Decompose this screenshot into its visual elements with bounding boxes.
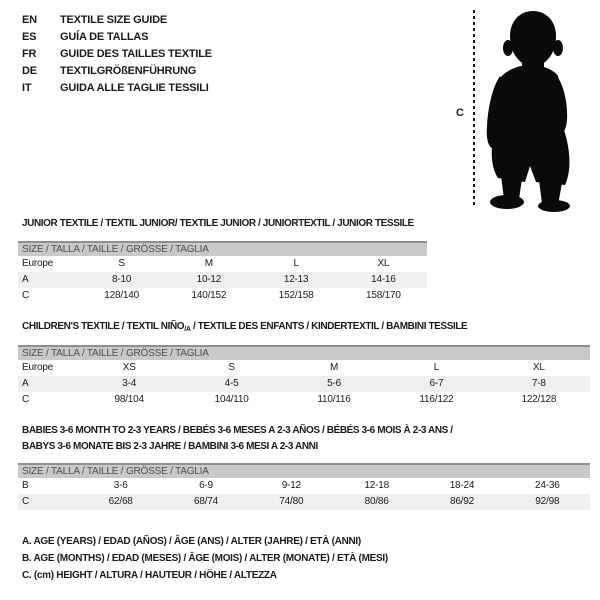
page-title-it: GUIDA ALLE TAGLIE TESSILI: [60, 82, 209, 94]
legend-line-b: B. AGE (MONTHS) / EDAD (MESES) / ÂGE (MOIS) / ALTER (MONATE) / ETÀ (MESI): [22, 553, 388, 564]
table-row-height: [18, 494, 590, 510]
table-cell: 104/110: [214, 394, 249, 405]
babies-section-title: [22, 423, 453, 455]
table-cell: S: [228, 362, 235, 373]
table-cell: 122/128: [521, 394, 557, 405]
row-label: C: [22, 496, 30, 507]
table-cell: 10-12: [196, 274, 222, 285]
row-label: C: [22, 290, 30, 301]
table-cell: 140/152: [191, 290, 227, 301]
page-title-de: TEXTILGRÖßENFÜHRUNG: [60, 65, 197, 77]
table-row-age: [18, 272, 427, 288]
table-cell: M: [204, 258, 213, 269]
size-header-bar: SIZE / TALLA / TAILLE / GRÖSSE / TAGLIA: [18, 463, 590, 478]
height-measure-dotted-line: [473, 10, 475, 208]
table-cell: 116/122: [419, 394, 454, 405]
table-cell: 18-24: [449, 480, 475, 491]
table-cell: 158/170: [366, 290, 401, 301]
table-cell: L: [433, 362, 440, 373]
table-cell: 5-6: [327, 378, 341, 389]
language-code: FR: [22, 48, 37, 60]
language-code: DE: [22, 65, 37, 77]
table-cell: 7-8: [531, 378, 546, 389]
row-label: Europe: [22, 258, 54, 269]
title-row-de: [22, 63, 212, 80]
children-title-subscript: /A: [184, 326, 191, 333]
measure-legend: [22, 533, 388, 584]
table-cell: XS: [122, 362, 136, 373]
size-header-bar: SIZE / TALLA / TAILLE / GRÖSSE / TAGLIA: [18, 345, 590, 360]
children-size-table: [18, 345, 590, 408]
table-cell: 3-6: [113, 480, 128, 491]
size-header-bar: SIZE / TALLA / TAILLE / GRÖSSE / TAGLIA: [18, 241, 427, 256]
junior-section-title: JUNIOR TEXTILE / TEXTIL JUNIOR/ TEXTILE JUNIOR / JUNIORTEXTIL / JUNIOR TESSILE: [22, 218, 414, 229]
title-row-fr: [22, 46, 212, 63]
table-cell: 92/98: [535, 496, 560, 507]
title-row-en: [22, 12, 212, 29]
junior-size-table: [18, 241, 427, 304]
language-code: EN: [22, 14, 37, 26]
table-cell: L: [293, 258, 299, 269]
title-row-es: [22, 29, 212, 46]
table-row-age-months: [18, 478, 590, 494]
babies-title-line2: BABYS 3-6 MONATE BIS 2-3 JAHRE / BAMBINI 3-6 MESI A 2-3 ANNI: [22, 441, 318, 452]
table-cell: 68/74: [193, 496, 218, 507]
table-row-height: [18, 288, 427, 304]
page-title-es: GUÍA DE TALLAS: [60, 31, 149, 43]
baby-silhouette-icon: [486, 8, 586, 213]
table-cell: 128/140: [104, 290, 139, 301]
table-row-age: [18, 376, 590, 392]
table-cell: S: [118, 258, 125, 269]
children-title-text: / TEXTILE DES ENFANTS / KINDERTEXTIL / BAMBINI TESSILE: [190, 321, 468, 332]
table-cell: 152/158: [278, 290, 314, 301]
row-label: A: [22, 378, 29, 389]
children-section-title: [22, 320, 467, 336]
row-label: A: [22, 274, 29, 285]
table-cell: 86/92: [449, 496, 474, 507]
title-row-it: [22, 80, 212, 97]
table-cell: XL: [532, 362, 545, 373]
table-cell: 3-4: [122, 378, 137, 389]
table-cell: 14-16: [371, 274, 396, 285]
table-cell: 12-13: [283, 274, 309, 285]
table-row-europe: [18, 360, 590, 376]
table-cell: 110/116: [317, 394, 351, 405]
table-cell: 12-18: [364, 480, 389, 491]
table-cell: M: [329, 362, 339, 373]
table-cell: XL: [377, 258, 390, 269]
table-cell: 98/104: [114, 394, 144, 405]
legend-line-c: C. (cm) HEIGHT / ALTURA / HAUTEUR / HÖHE / ALTEZZA: [22, 570, 277, 581]
page-title-fr: GUIDE DES TAILLES TEXTILE: [60, 48, 212, 60]
babies-title-line1: BABIES 3-6 MONTH TO 2-3 YEARS / BEBÉS 3-6 MESES A 2-3 AÑOS / BÉBÉS 3-6 MOIS À 2-3 ANS /: [22, 425, 453, 436]
table-cell: 6-7: [429, 378, 444, 389]
row-label: C: [22, 394, 30, 405]
table-cell: 24-36: [535, 480, 560, 491]
table-cell: 8-10: [112, 274, 132, 285]
row-label: Europe: [22, 362, 54, 373]
table-cell: 74/80: [279, 496, 304, 507]
language-title-block: [22, 12, 212, 97]
table-cell: 80/86: [364, 496, 389, 507]
language-code: IT: [22, 82, 32, 94]
page-title: TEXTILE SIZE GUIDE: [60, 14, 168, 26]
height-measure-label: C: [456, 107, 464, 119]
table-row-europe: [18, 256, 427, 272]
row-label: B: [22, 480, 29, 491]
children-title-text: CHILDREN'S TEXTILE / TEXTIL NIÑO: [22, 321, 185, 332]
table-row-height: [18, 392, 590, 408]
language-code: ES: [22, 31, 37, 43]
table-cell: 4-5: [224, 378, 239, 389]
table-cell: 9-12: [281, 480, 301, 491]
legend-line-a: A. AGE (YEARS) / EDAD (AÑOS) / ÂGE (ANS) / ALTER (JAHRE) / ETÀ (ANNI): [22, 536, 361, 547]
table-cell: 6-9: [199, 480, 213, 491]
babies-size-table: [18, 463, 590, 510]
table-cell: 62/68: [108, 496, 133, 507]
